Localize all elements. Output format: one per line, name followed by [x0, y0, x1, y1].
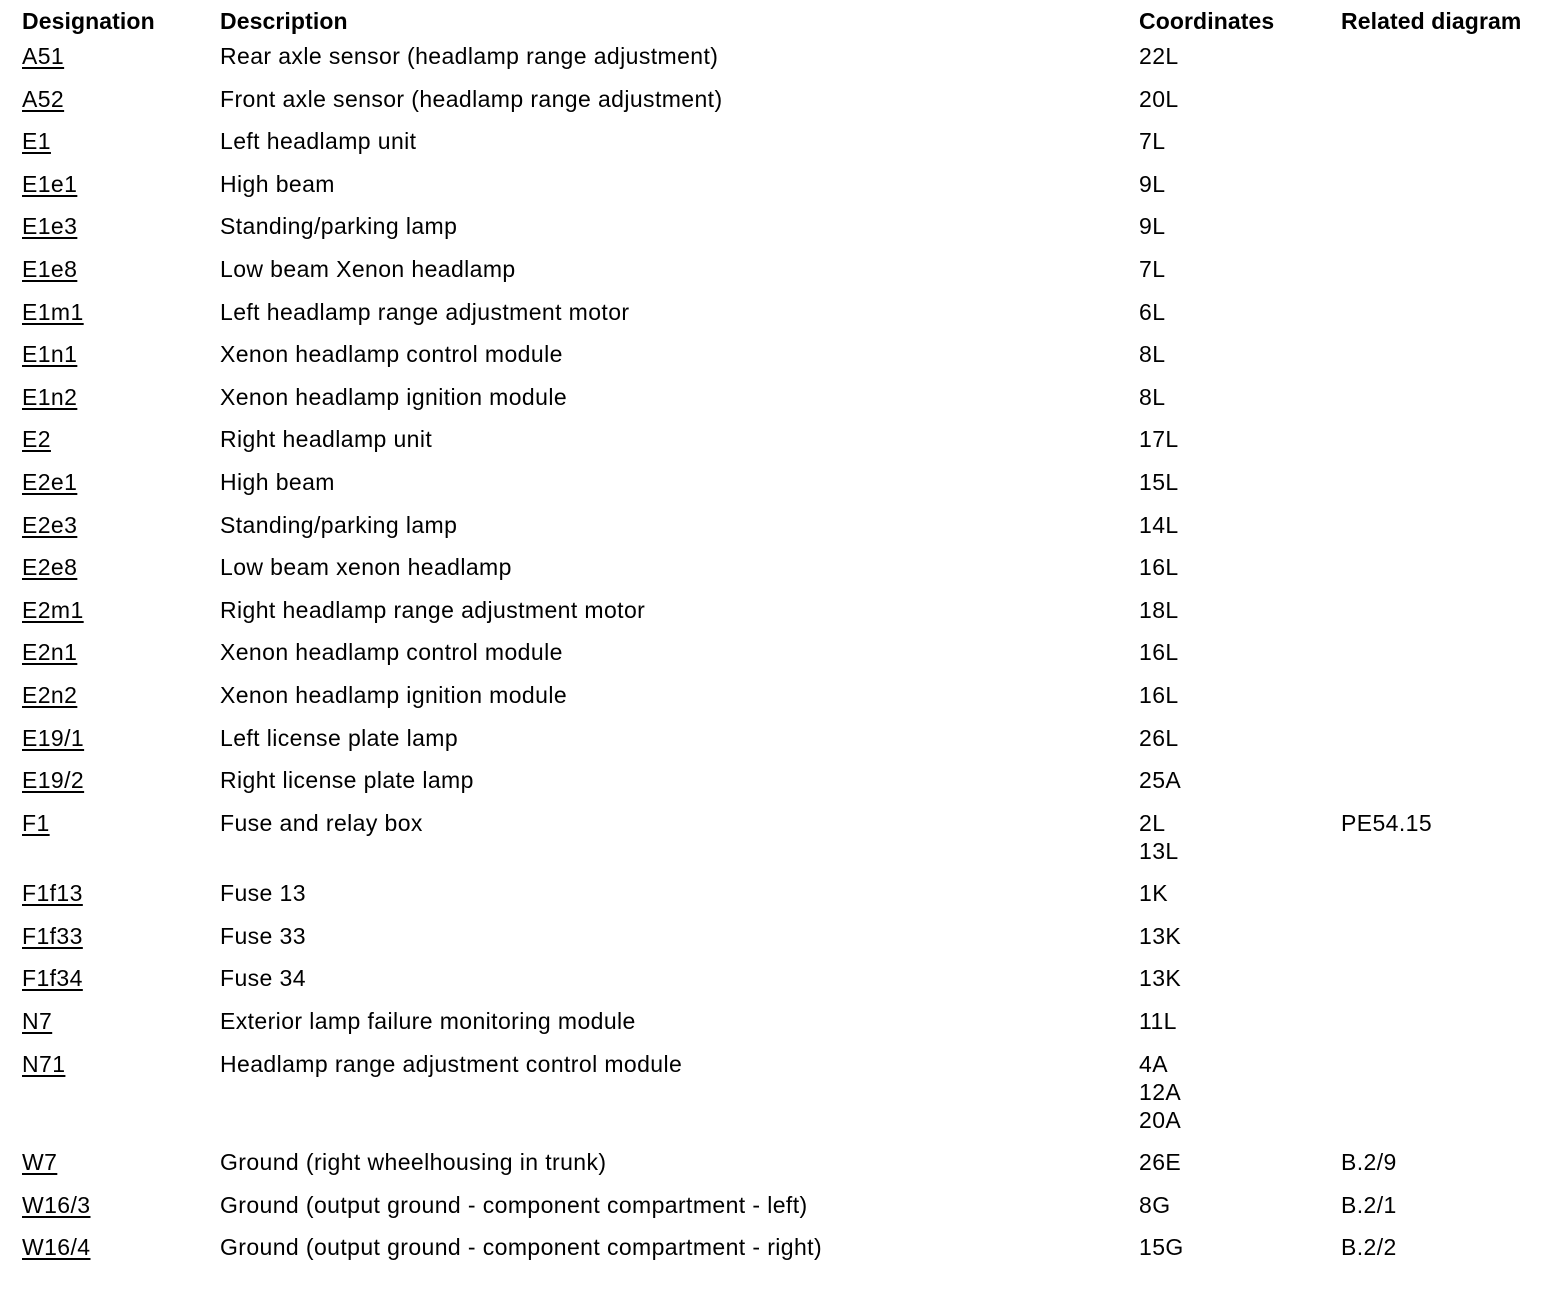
coordinates-cell [1139, 681, 1341, 724]
designation-link[interactable]: F1 [22, 809, 50, 836]
coordinates-cell [1139, 596, 1341, 639]
coordinates-cell [1139, 298, 1341, 341]
designation-cell [22, 1007, 220, 1050]
related-diagram-cell [1341, 1007, 1552, 1050]
designation-cell [22, 383, 220, 426]
table-row [22, 879, 1552, 922]
coordinates-cell [1139, 468, 1341, 511]
designation-link[interactable]: E2e8 [22, 554, 78, 581]
description-cell: Rear axle sensor (headlamp range adjustment) [220, 43, 719, 69]
related-diagram-cell [1341, 879, 1552, 922]
description-cell: Headlamp range adjustment control module [220, 1050, 683, 1077]
related-diagram-cell [1341, 468, 1552, 511]
coordinates-cell [1139, 809, 1341, 880]
coordinates-cell [1139, 922, 1341, 965]
coordinate-value: 11L [1139, 1008, 1177, 1035]
coordinate-value: 14L [1139, 511, 1179, 538]
designation-link[interactable]: E2n1 [22, 639, 78, 666]
description-cell: Right headlamp range adjustment motor [220, 596, 646, 623]
related-diagram-cell [1341, 1050, 1552, 1149]
description-cell: Xenon headlamp control module [220, 639, 563, 666]
related-diagram-cell: B.2/1 [1341, 1191, 1397, 1218]
coordinates-cell [1139, 255, 1341, 298]
related-diagram-cell [1341, 922, 1552, 965]
related-diagram-cell [1341, 553, 1552, 596]
designation-cell [22, 596, 220, 639]
table-row [22, 1148, 1552, 1191]
related-diagram-cell [1341, 766, 1552, 809]
table-row [22, 170, 1552, 213]
designation-cell [22, 766, 220, 809]
designation-link[interactable]: A52 [22, 85, 65, 112]
description-cell: Ground (right wheelhousing in trunk) [220, 1149, 607, 1176]
coordinates-cell [1139, 170, 1341, 213]
coordinate-value: 8L [1139, 383, 1166, 410]
designation-cell [22, 212, 220, 255]
designation-cell [22, 553, 220, 596]
related-diagram-cell [1341, 298, 1552, 341]
designation-cell [22, 964, 220, 1007]
related-diagram-cell [1341, 212, 1552, 255]
designation-link[interactable]: E1e1 [22, 170, 78, 197]
designation-cell [22, 170, 220, 213]
designation-cell [22, 879, 220, 922]
header-related-diagram: Related diagram [1341, 8, 1522, 34]
coordinates-cell [1139, 1007, 1341, 1050]
description-cell: Xenon headlamp ignition module [220, 681, 568, 708]
designation-link[interactable]: A51 [22, 43, 65, 69]
coordinate-value: 22L [1139, 43, 1179, 69]
designation-cell [22, 809, 220, 880]
coordinate-value: 13K [1139, 965, 1182, 992]
description-cell: Left headlamp unit [220, 128, 417, 155]
designation-cell [22, 85, 220, 128]
designation-link[interactable]: E1n2 [22, 383, 78, 410]
designation-link[interactable]: E2 [22, 426, 51, 453]
description-cell: Ground (output ground - component compartment - right) [220, 1234, 823, 1261]
table-row [22, 42, 1552, 85]
related-diagram-cell: B.2/2 [1341, 1234, 1397, 1261]
table-row [22, 85, 1552, 128]
designation-cell [22, 511, 220, 554]
coordinate-value: 16L [1139, 554, 1179, 581]
coordinates-cell [1139, 42, 1341, 85]
coordinates-cell [1139, 1191, 1341, 1234]
coordinates-cell [1139, 383, 1341, 426]
designation-link[interactable]: W7 [22, 1149, 58, 1176]
table-row [22, 298, 1552, 341]
designation-cell [22, 681, 220, 724]
coordinates-cell [1139, 879, 1341, 922]
designation-link[interactable]: W16/4 [22, 1234, 91, 1261]
description-cell: Xenon headlamp control module [220, 341, 563, 368]
coordinate-value: 9L [1139, 213, 1166, 240]
related-diagram-cell [1341, 340, 1552, 383]
designation-cell [22, 1050, 220, 1149]
coordinate-value: 15L [1139, 468, 1179, 495]
designation-cell [22, 1191, 220, 1234]
table-row [22, 681, 1552, 724]
designation-cell [22, 638, 220, 681]
coordinates-cell [1139, 340, 1341, 383]
description-cell: Standing/parking lamp [220, 511, 458, 538]
table-header [22, 8, 1552, 42]
table-row [22, 766, 1552, 809]
designation-cell [22, 468, 220, 511]
coordinate-value: 20L [1139, 85, 1179, 112]
coordinate-value: 18L [1139, 596, 1179, 623]
coordinate-value: 1K [1139, 880, 1168, 907]
related-diagram-cell [1341, 596, 1552, 639]
table-row [22, 1007, 1552, 1050]
description-cell: Low beam xenon headlamp [220, 554, 512, 581]
designation-cell [22, 1148, 220, 1191]
designation-cell [22, 298, 220, 341]
designation-cell [22, 922, 220, 965]
table-row [22, 511, 1552, 554]
description-cell: Front axle sensor (headlamp range adjustment) [220, 85, 723, 112]
table-row [22, 638, 1552, 681]
table-row [22, 1050, 1552, 1149]
coordinates-cell [1139, 511, 1341, 554]
header-designation: Designation [22, 8, 155, 34]
coordinate-value: 13L [1139, 837, 1179, 864]
coordinate-value: 4A [1139, 1050, 1168, 1077]
designation-link[interactable]: N7 [22, 1008, 53, 1035]
related-diagram-cell [1341, 425, 1552, 468]
designation-cell [22, 1233, 220, 1276]
coordinate-value: 9L [1139, 170, 1166, 197]
coordinates-cell [1139, 212, 1341, 255]
header-description: Description [220, 8, 348, 34]
coordinate-value: 7L [1139, 128, 1166, 155]
description-cell: Standing/parking lamp [220, 213, 458, 240]
designation-link[interactable]: E19/1 [22, 724, 85, 751]
coordinate-value: 20A [1139, 1106, 1182, 1133]
designation-link[interactable]: E2n2 [22, 681, 78, 708]
designation-link[interactable]: E1n1 [22, 341, 78, 368]
designation-cell [22, 425, 220, 468]
related-diagram-cell: PE54.15 [1341, 809, 1433, 836]
table-row [22, 255, 1552, 298]
description-cell: Exterior lamp failure monitoring module [220, 1008, 636, 1035]
coordinate-value: 16L [1139, 639, 1179, 666]
designation-link[interactable]: W16/3 [22, 1191, 91, 1218]
table-row [22, 553, 1552, 596]
designation-cell [22, 340, 220, 383]
designation-link[interactable]: E1e3 [22, 213, 78, 240]
coordinates-cell [1139, 425, 1341, 468]
table-row [22, 340, 1552, 383]
coordinate-value: 6L [1139, 298, 1166, 325]
description-cell: Fuse and relay box [220, 809, 423, 836]
related-diagram-cell [1341, 383, 1552, 426]
coordinates-cell [1139, 766, 1341, 809]
coordinates-cell [1139, 1050, 1341, 1149]
description-cell: Right license plate lamp [220, 767, 474, 794]
table-row [22, 922, 1552, 965]
coordinates-cell [1139, 85, 1341, 128]
header-row [22, 8, 1552, 42]
description-cell: Fuse 33 [220, 922, 306, 949]
coordinates-cell [1139, 638, 1341, 681]
related-diagram-cell [1341, 511, 1552, 554]
coordinate-value: 15G [1139, 1234, 1184, 1261]
related-diagram-cell [1341, 681, 1552, 724]
related-diagram-cell [1341, 255, 1552, 298]
related-diagram-cell [1341, 638, 1552, 681]
description-cell: High beam [220, 468, 335, 495]
coordinate-value: 13K [1139, 922, 1182, 949]
table-row [22, 809, 1552, 880]
description-cell: Right headlamp unit [220, 426, 433, 453]
related-diagram-cell [1341, 170, 1552, 213]
table-row [22, 1191, 1552, 1234]
designation-cell [22, 724, 220, 767]
coordinate-value: 17L [1139, 426, 1179, 453]
table-row [22, 212, 1552, 255]
coordinates-cell [1139, 724, 1341, 767]
description-cell: Xenon headlamp ignition module [220, 383, 568, 410]
coordinate-value: 25A [1139, 767, 1182, 794]
coordinates-cell [1139, 1233, 1341, 1276]
table-row [22, 468, 1552, 511]
coordinates-cell [1139, 553, 1341, 596]
designation-link[interactable]: F1f33 [22, 922, 83, 949]
designation-cell [22, 42, 220, 85]
table-row [22, 724, 1552, 767]
related-diagram-cell [1341, 85, 1552, 128]
designation-link[interactable]: F1f13 [22, 880, 83, 907]
related-diagram-cell: B.2/9 [1341, 1149, 1397, 1176]
designation-link[interactable]: E1e8 [22, 255, 78, 282]
related-diagram-cell [1341, 127, 1552, 170]
description-cell: Low beam Xenon headlamp [220, 255, 516, 282]
coordinate-value: 8G [1139, 1191, 1171, 1218]
coordinates-cell [1139, 127, 1341, 170]
related-diagram-cell [1341, 42, 1552, 85]
coordinate-value: 8L [1139, 341, 1166, 368]
coordinates-cell [1139, 964, 1341, 1007]
designation-link[interactable]: E2e3 [22, 511, 78, 538]
coordinate-value: 12A [1139, 1078, 1182, 1105]
coordinate-value: 16L [1139, 681, 1179, 708]
table-row [22, 383, 1552, 426]
table-body [22, 42, 1552, 1276]
description-cell: High beam [220, 170, 335, 197]
designation-link[interactable]: E2e1 [22, 468, 78, 495]
designation-cell [22, 255, 220, 298]
table-row [22, 1233, 1552, 1276]
table-row [22, 425, 1552, 468]
table-row [22, 127, 1552, 170]
description-cell: Left license plate lamp [220, 724, 459, 751]
designation-link[interactable]: E1 [22, 128, 51, 155]
description-cell: Left headlamp range adjustment motor [220, 298, 630, 325]
designation-cell [22, 127, 220, 170]
table-row [22, 596, 1552, 639]
coordinate-value: 7L [1139, 255, 1166, 282]
coordinates-cell [1139, 1148, 1341, 1191]
designation-link[interactable]: N71 [22, 1050, 66, 1077]
coordinate-value: 2L [1139, 809, 1166, 836]
description-cell: Fuse 34 [220, 965, 306, 992]
component-legend-table [22, 8, 1552, 1276]
designation-link[interactable]: E1m1 [22, 298, 84, 325]
related-diagram-cell [1341, 724, 1552, 767]
description-cell: Fuse 13 [220, 880, 306, 907]
table-row [22, 964, 1552, 1007]
coordinate-value: 26L [1139, 724, 1179, 751]
description-cell: Ground (output ground - component compartment - left) [220, 1191, 808, 1218]
coordinate-value: 26E [1139, 1149, 1182, 1176]
header-coordinates: Coordinates [1139, 8, 1275, 34]
designation-link[interactable]: E19/2 [22, 767, 85, 794]
designation-link[interactable]: E2m1 [22, 596, 84, 623]
designation-link[interactable]: F1f34 [22, 965, 83, 992]
related-diagram-cell [1341, 964, 1552, 1007]
